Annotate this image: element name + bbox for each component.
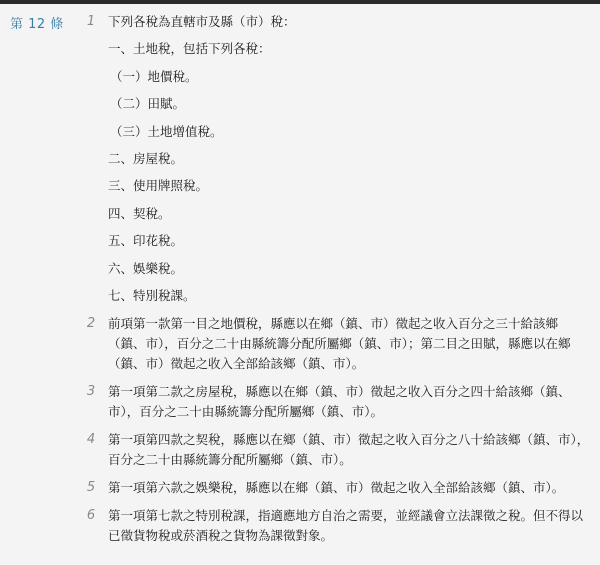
list-item: （二）田賦。 <box>110 96 186 112</box>
paragraph-number: 4 <box>86 431 96 447</box>
sub-item-list <box>108 39 592 306</box>
paragraph-number: 1 <box>86 14 96 29</box>
paragraph-number: 5 <box>86 479 96 495</box>
paragraph-5 <box>84 478 592 498</box>
list-item: 三、使用牌照稅。 <box>108 178 209 194</box>
list-item: 六、娛樂稅。 <box>108 260 184 276</box>
paragraph-number: 2 <box>86 315 96 331</box>
paragraph-text: 第一項第二款之房屋稅，縣應以在鄉（鎮、市）徵起之收入百分之四十給該鄉（鎮、市），百分之二十由縣統籌分配所屬鄉（鎮、市）。 <box>108 383 571 419</box>
paragraph-text: 第一項第六款之娛樂稅，縣應以在鄉（鎮、市）徵起之收入全部給該鄉（鎮、市）。 <box>108 479 565 495</box>
paragraph-2 <box>84 314 592 374</box>
article-body <box>84 12 592 554</box>
list-item: 四、契稅。 <box>108 205 171 221</box>
list-item: 一、土地稅，包括下列各稅： <box>108 41 271 57</box>
article-label: 第 12 條 <box>10 17 64 32</box>
paragraph-text: 第一項第四款之契稅，縣應以在鄉（鎮、市）徵起之收入百分之八十給該鄉（鎮、市），百分之二十由縣統籌分配所屬鄉（鎮、市）。 <box>108 431 590 467</box>
paragraph-number: 3 <box>86 383 96 399</box>
paragraph-4 <box>84 430 592 470</box>
paragraph-1 <box>84 12 592 306</box>
paragraph-3 <box>84 382 592 422</box>
paragraph-text: 第一項第七款之特別稅課，指適應地方自治之需要，並經議會立法課徵之稅。但不得以已徵貨物稅或菸酒稅之貨物為課徵對象。 <box>108 507 584 543</box>
list-item: （一）地價稅。 <box>110 68 198 84</box>
paragraph-text: 前項第一款第一目之地價稅，縣應以在鄉（鎮、市）徵起之收入百分之三十給該鄉（鎮、市），百分之二十由縣統籌分配所屬鄉（鎮、市）；第二目之田賦，縣應以在鄉（鎮、市）徵起之收入全部給該鄉（鎮、市）。 <box>108 315 571 371</box>
list-item: （三）土地增值稅。 <box>110 123 223 139</box>
top-bar <box>0 0 600 4</box>
list-item: 二、房屋稅。 <box>108 150 184 166</box>
paragraph-6 <box>84 506 592 546</box>
list-item: 五、印花稅。 <box>108 233 184 249</box>
list-item: 七、特別稅課。 <box>108 287 196 303</box>
paragraph-text: 下列各稅為直轄市及縣（市）稅： <box>108 14 296 29</box>
paragraph-number: 6 <box>86 507 96 523</box>
